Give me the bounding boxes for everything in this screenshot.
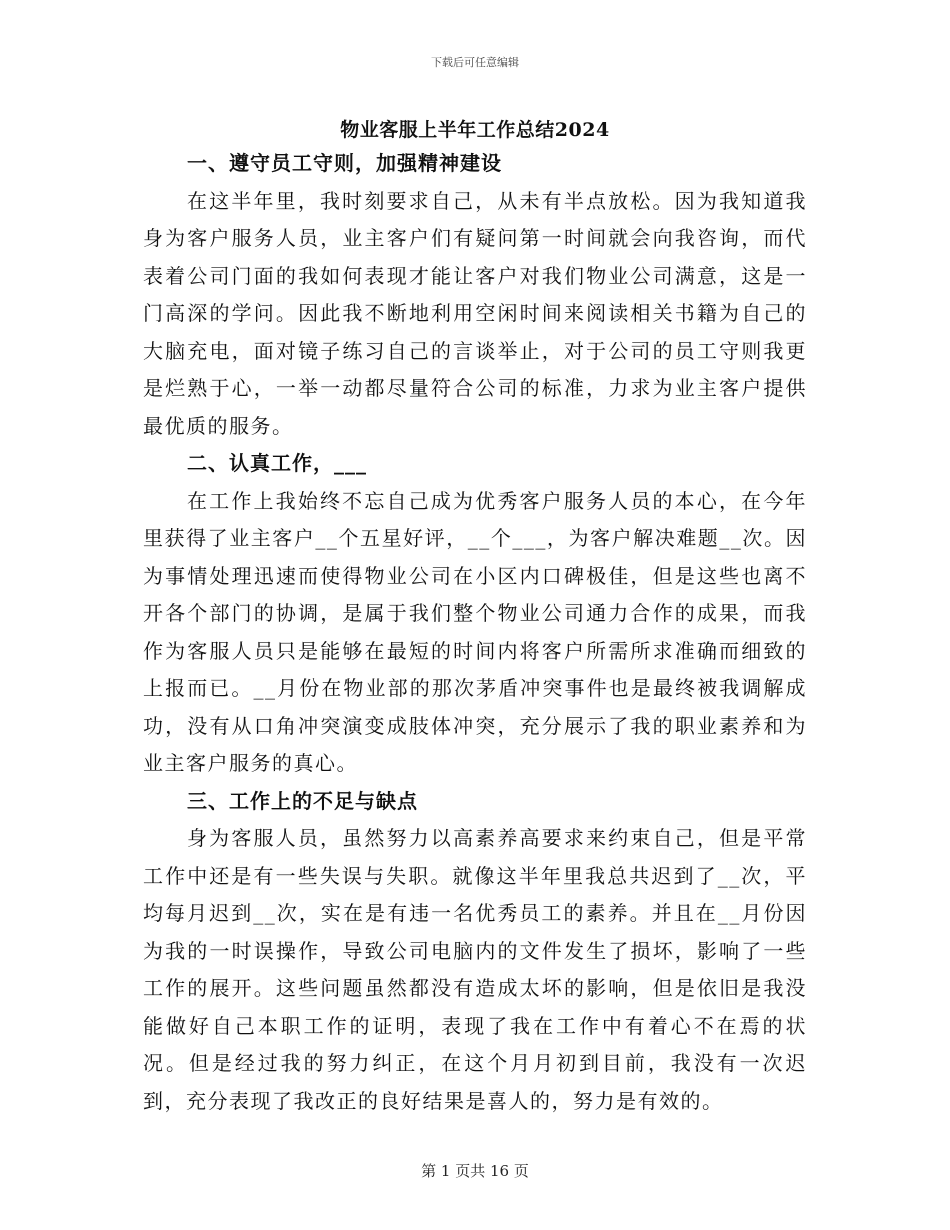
page-header-note: 下载后可任意编辑 bbox=[431, 56, 519, 69]
section-heading: 三、工作上的不足与缺点 bbox=[187, 788, 418, 813]
document-title: 物业客服上半年工作总结2024 bbox=[340, 119, 610, 141]
section-3 bbox=[143, 783, 807, 1121]
section-paragraph: 身为客服人员，虽然努力以高素养高要求来约束自己，但是平常工作中还是有一些失误与失职。就像这半年里我总共迟到了__次，平均每月迟到__次，实在是有违一名优秀员工的素养。并且在__月份因为我的一时误操作，导致公司电脑内的文件发生了损坏，影响了一些工作的展开。这些问题虽然都没有造成太坏的影响，但是依旧是我没能做好自己本职工作的证明，表现了我在工作中有着心不在焉的状况。但是经过我的努力纠正，在这个月月初到目前，我没有一次迟到，充分表现了我改正的良好结果是喜人的，努力是有效的。 bbox=[143, 826, 807, 1113]
section-heading: 二、认真工作，___ bbox=[187, 451, 367, 475]
section-2 bbox=[143, 445, 807, 783]
section-paragraph: 在工作上我始终不忘自己成为优秀客户服务人员的本心，在今年里获得了业主客户__个五星好评，__个___，为客户解决难题__次。因为事情处理迅速而使得物业公司在小区内口碑极佳，但是这些也离不开各个部门的协调，是属于我们整个物业公司通力合作的成果，而我作为客服人员只是能够在最短的时间内将客户所需所求准确而细致的上报而已。__月份在物业部的那次茅盾冲突事件也是最终被我调解成功，没有从口角冲突演变成肢体冲突，充分展示了我的职业素养和为业主客户服务的真心。 bbox=[143, 488, 807, 775]
document-body bbox=[143, 145, 807, 1120]
section-heading: 一、遵守员工守则，加强精神建设 bbox=[187, 151, 502, 175]
section-1 bbox=[143, 145, 807, 445]
section-paragraph: 在这半年里，我时刻要求自己，从未有半点放松。因为我知道我身为客户服务人员，业主客户们有疑问第一时间就会向我咨询，而代表着公司门面的我如何表现才能让客户对我们物业公司满意，这是一门高深的学问。因此我不断地利用空闲时间来阅读相关书籍为自己的大脑充电，面对镜子练习自己的言谈举止，对于公司的员工守则我更是烂熟于心，一举一动都尽量符合公司的标准，力求为业主客户提供最优质的服务。 bbox=[143, 188, 807, 438]
page-number-footer: 第 1 页共 16 页 bbox=[421, 1162, 529, 1180]
